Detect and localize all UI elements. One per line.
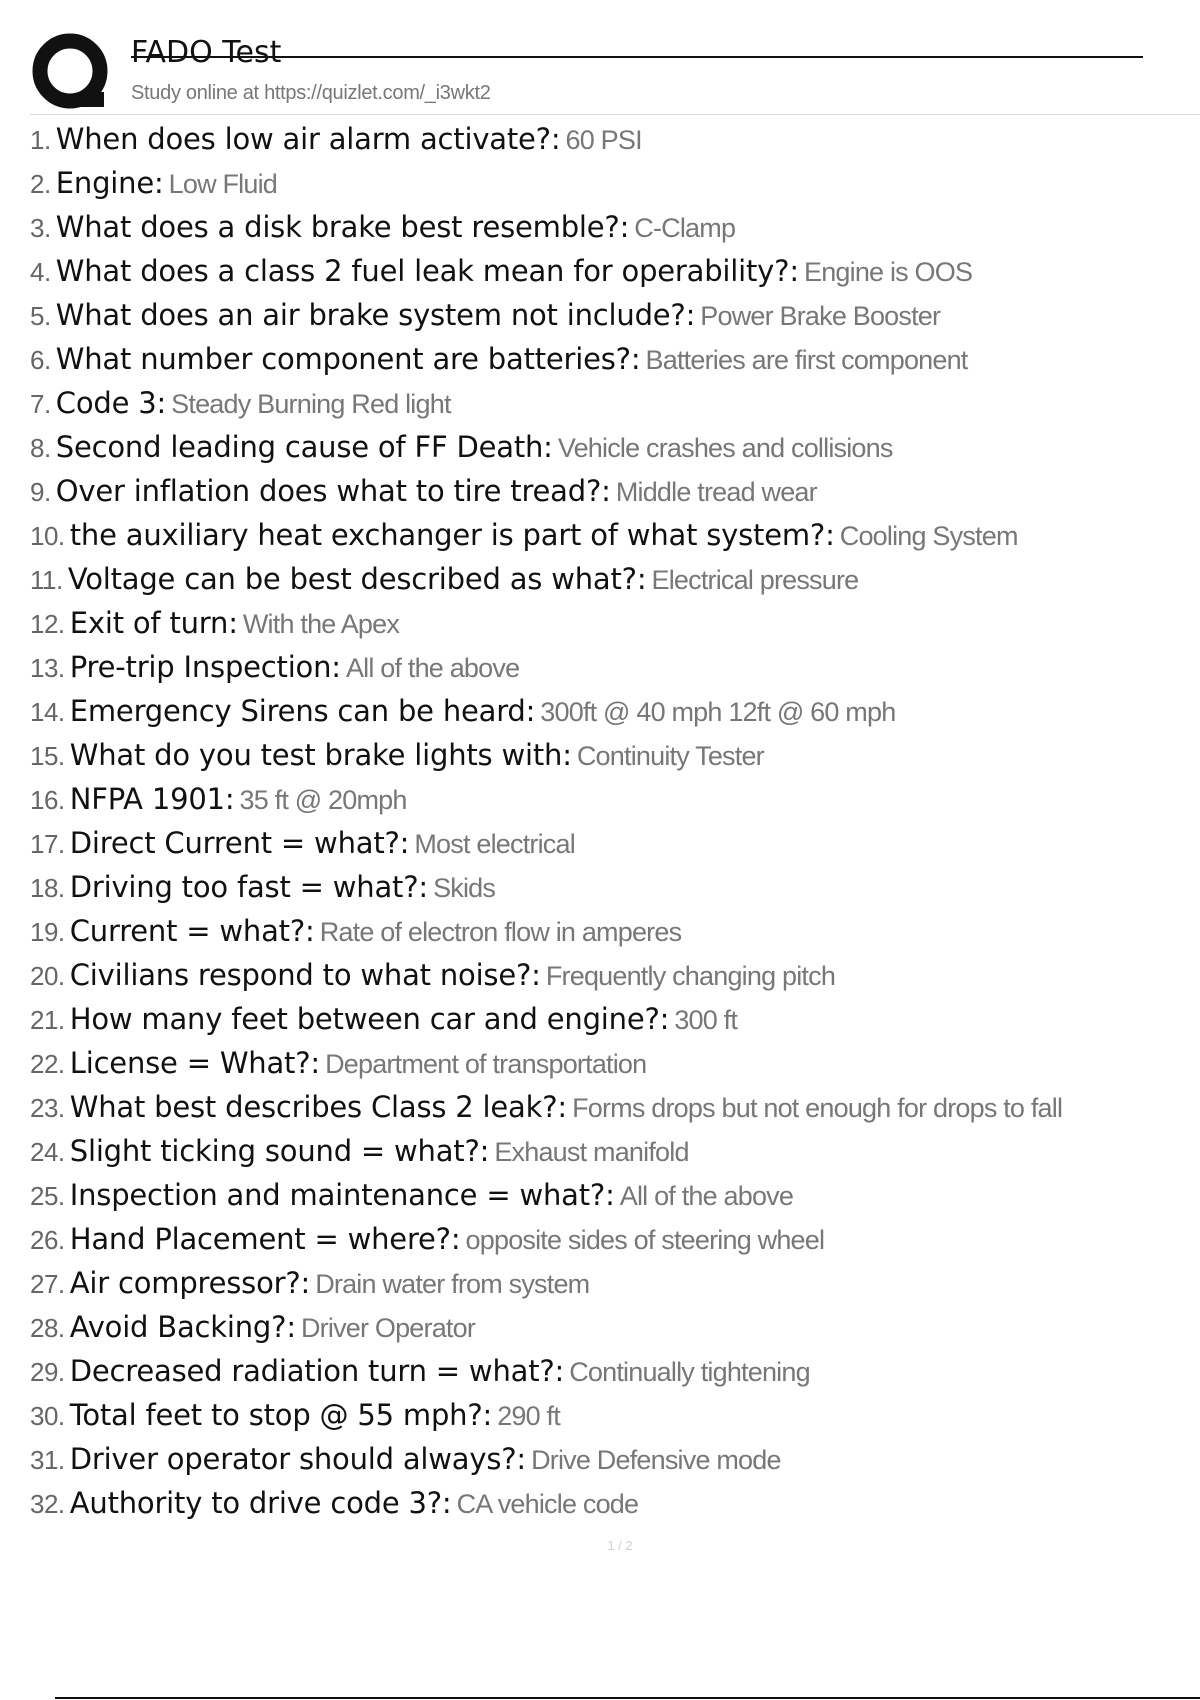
item-answer: Vehicle crashes and collisions <box>557 433 893 463</box>
item-answer: Driver Operator <box>300 1313 476 1343</box>
item-answer: Low Fluid <box>168 169 277 199</box>
study-online-link[interactable]: Study online at https://quizlet.com/_i3wkt2 <box>131 82 491 104</box>
list-item <box>30 1349 1180 1393</box>
list-item <box>30 733 1180 777</box>
item-answer: Engine is OOS <box>803 257 973 287</box>
item-question: What does a class 2 fuel leak mean for operability?: <box>55 254 799 288</box>
item-question: Total feet to stop @ 55 mph?: <box>69 1398 493 1432</box>
footer-divider <box>55 1697 1200 1699</box>
item-question: What do you test brake lights with: <box>69 738 572 772</box>
item-number: 32. <box>30 1489 65 1519</box>
item-question: Emergency Sirens can be heard: <box>69 694 536 728</box>
item-number: 14. <box>30 697 65 727</box>
item-answer: Continually tightening <box>569 1357 810 1387</box>
list-item <box>30 337 1180 381</box>
item-question: Civilians respond to what noise?: <box>69 958 541 992</box>
item-question: Direct Current = what?: <box>69 826 410 860</box>
list-item <box>30 1217 1180 1261</box>
item-answer: With the Apex <box>242 609 400 639</box>
item-number: 9. <box>30 477 51 507</box>
item-question: What does a disk brake best resemble?: <box>55 210 630 244</box>
item-answer: C-Clamp <box>634 213 736 243</box>
item-number: 26. <box>30 1225 65 1255</box>
item-number: 8. <box>30 433 51 463</box>
item-question: License = What?: <box>69 1046 320 1080</box>
quizlet-logo-icon <box>30 32 112 114</box>
item-number: 24. <box>30 1137 65 1167</box>
list-item <box>30 821 1180 865</box>
list-item <box>30 777 1180 821</box>
item-number: 6. <box>30 345 51 375</box>
item-number: 29. <box>30 1357 65 1387</box>
list-item <box>30 469 1180 513</box>
item-number: 5. <box>30 301 51 331</box>
list-item <box>30 1129 1180 1173</box>
item-question: What number component are batteries?: <box>55 342 641 376</box>
item-answer: Cooling System <box>839 521 1018 551</box>
item-question: Authority to drive code 3?: <box>69 1486 452 1520</box>
list-item <box>30 557 1180 601</box>
item-number: 28. <box>30 1313 65 1343</box>
item-question: Hand Placement = where?: <box>69 1222 461 1256</box>
item-number: 10. <box>30 521 65 551</box>
item-number: 21. <box>30 1005 65 1035</box>
list-item <box>30 645 1180 689</box>
item-number: 27. <box>30 1269 65 1299</box>
item-question: Driver operator should always?: <box>69 1442 526 1476</box>
item-question: Driving too fast = what?: <box>69 870 428 904</box>
item-question: Decreased radiation turn = what?: <box>69 1354 565 1388</box>
page-header <box>0 0 1200 120</box>
item-answer: Power Brake Booster <box>700 301 941 331</box>
list-item <box>30 865 1180 909</box>
item-question: Exit of turn: <box>69 606 238 640</box>
item-question: Slight ticking sound = what?: <box>69 1134 490 1168</box>
item-answer: Batteries are first component <box>645 345 968 375</box>
list-item <box>30 1085 1180 1129</box>
item-question: the auxiliary heat exchanger is part of what system?: <box>69 518 835 552</box>
item-question: NFPA 1901: <box>69 782 235 816</box>
list-item <box>30 381 1180 425</box>
item-number: 17. <box>30 829 65 859</box>
item-answer: Drain water from system <box>315 1269 590 1299</box>
item-answer: Forms drops but not enough for drops to fall <box>572 1093 1063 1123</box>
item-number: 3. <box>30 213 51 243</box>
item-question: Inspection and maintenance = what?: <box>69 1178 615 1212</box>
item-question: What does an air brake system not include?: <box>55 298 696 332</box>
item-answer: Department of transportation <box>325 1049 647 1079</box>
item-number: 23. <box>30 1093 65 1123</box>
title-strikethrough-rule <box>131 56 1143 58</box>
item-number: 22. <box>30 1049 65 1079</box>
item-answer: 60 PSI <box>565 125 642 155</box>
list-item <box>30 513 1180 557</box>
list-item <box>30 1393 1180 1437</box>
header-divider <box>30 114 1200 115</box>
list-item <box>30 997 1180 1041</box>
document-title: FADO Test <box>131 35 282 70</box>
item-answer: Drive Defensive mode <box>531 1445 781 1475</box>
list-item <box>30 1481 1180 1525</box>
item-answer: 35 ft @ 20mph <box>239 785 407 815</box>
item-number: 30. <box>30 1401 65 1431</box>
item-answer: Electrical pressure <box>651 565 859 595</box>
list-item <box>30 1261 1180 1305</box>
item-answer: All of the above <box>345 653 520 683</box>
item-question: When does low air alarm activate?: <box>55 122 561 156</box>
item-number: 11. <box>30 565 63 595</box>
item-answer: 290 ft <box>497 1401 560 1431</box>
item-question: Voltage can be best described as what?: <box>67 562 647 596</box>
item-answer: 300 ft <box>674 1005 738 1035</box>
item-number: 1. <box>30 125 51 155</box>
list-item <box>30 117 1180 161</box>
item-question: Pre-trip Inspection: <box>69 650 341 684</box>
list-item <box>30 293 1180 337</box>
item-number: 25. <box>30 1181 65 1211</box>
item-answer: Frequently changing pitch <box>545 961 836 991</box>
item-answer: Skids <box>433 873 496 903</box>
item-question: Avoid Backing?: <box>69 1310 296 1344</box>
item-number: 15. <box>30 741 65 771</box>
item-question: Over inflation does what to tire tread?: <box>55 474 611 508</box>
item-number: 2. <box>30 169 51 199</box>
list-item <box>30 909 1180 953</box>
list-item <box>30 953 1180 997</box>
item-answer: Rate of electron flow in amperes <box>319 917 682 947</box>
item-number: 12. <box>30 609 65 639</box>
item-number: 16. <box>30 785 65 815</box>
item-number: 31. <box>30 1445 65 1475</box>
item-answer: Exhaust manifold <box>494 1137 689 1167</box>
item-question: Current = what?: <box>69 914 315 948</box>
flashcard-list <box>30 117 1180 1525</box>
item-answer: Steady Burning Red light <box>171 389 451 419</box>
item-question: How many feet between car and engine?: <box>69 1002 670 1036</box>
item-question: Air compressor?: <box>69 1266 311 1300</box>
page-number: 1 / 2 <box>607 1538 633 1553</box>
item-answer: Continuity Tester <box>576 741 764 771</box>
list-item <box>30 1173 1180 1217</box>
list-item <box>30 425 1180 469</box>
item-answer: 300ft @ 40 mph 12ft @ 60 mph <box>540 697 896 727</box>
item-question: Second leading cause of FF Death: <box>55 430 553 464</box>
list-item <box>30 1041 1180 1085</box>
item-answer: Middle tread wear <box>615 477 817 507</box>
item-answer: opposite sides of steering wheel <box>465 1225 825 1255</box>
item-number: 20. <box>30 961 65 991</box>
item-answer: Most electrical <box>414 829 575 859</box>
item-number: 4. <box>30 257 51 287</box>
item-number: 19. <box>30 917 65 947</box>
list-item <box>30 689 1180 733</box>
list-item <box>30 161 1180 205</box>
item-number: 7. <box>30 389 51 419</box>
item-question: Code 3: <box>55 386 167 420</box>
list-item <box>30 601 1180 645</box>
item-answer: CA vehicle code <box>456 1489 639 1519</box>
item-number: 18. <box>30 873 65 903</box>
list-item <box>30 249 1180 293</box>
item-question: What best describes Class 2 leak?: <box>69 1090 567 1124</box>
item-question: Engine: <box>55 166 164 200</box>
item-number: 13. <box>30 653 65 683</box>
list-item <box>30 1305 1180 1349</box>
list-item <box>30 1437 1180 1481</box>
item-answer: All of the above <box>619 1181 794 1211</box>
list-item <box>30 205 1180 249</box>
